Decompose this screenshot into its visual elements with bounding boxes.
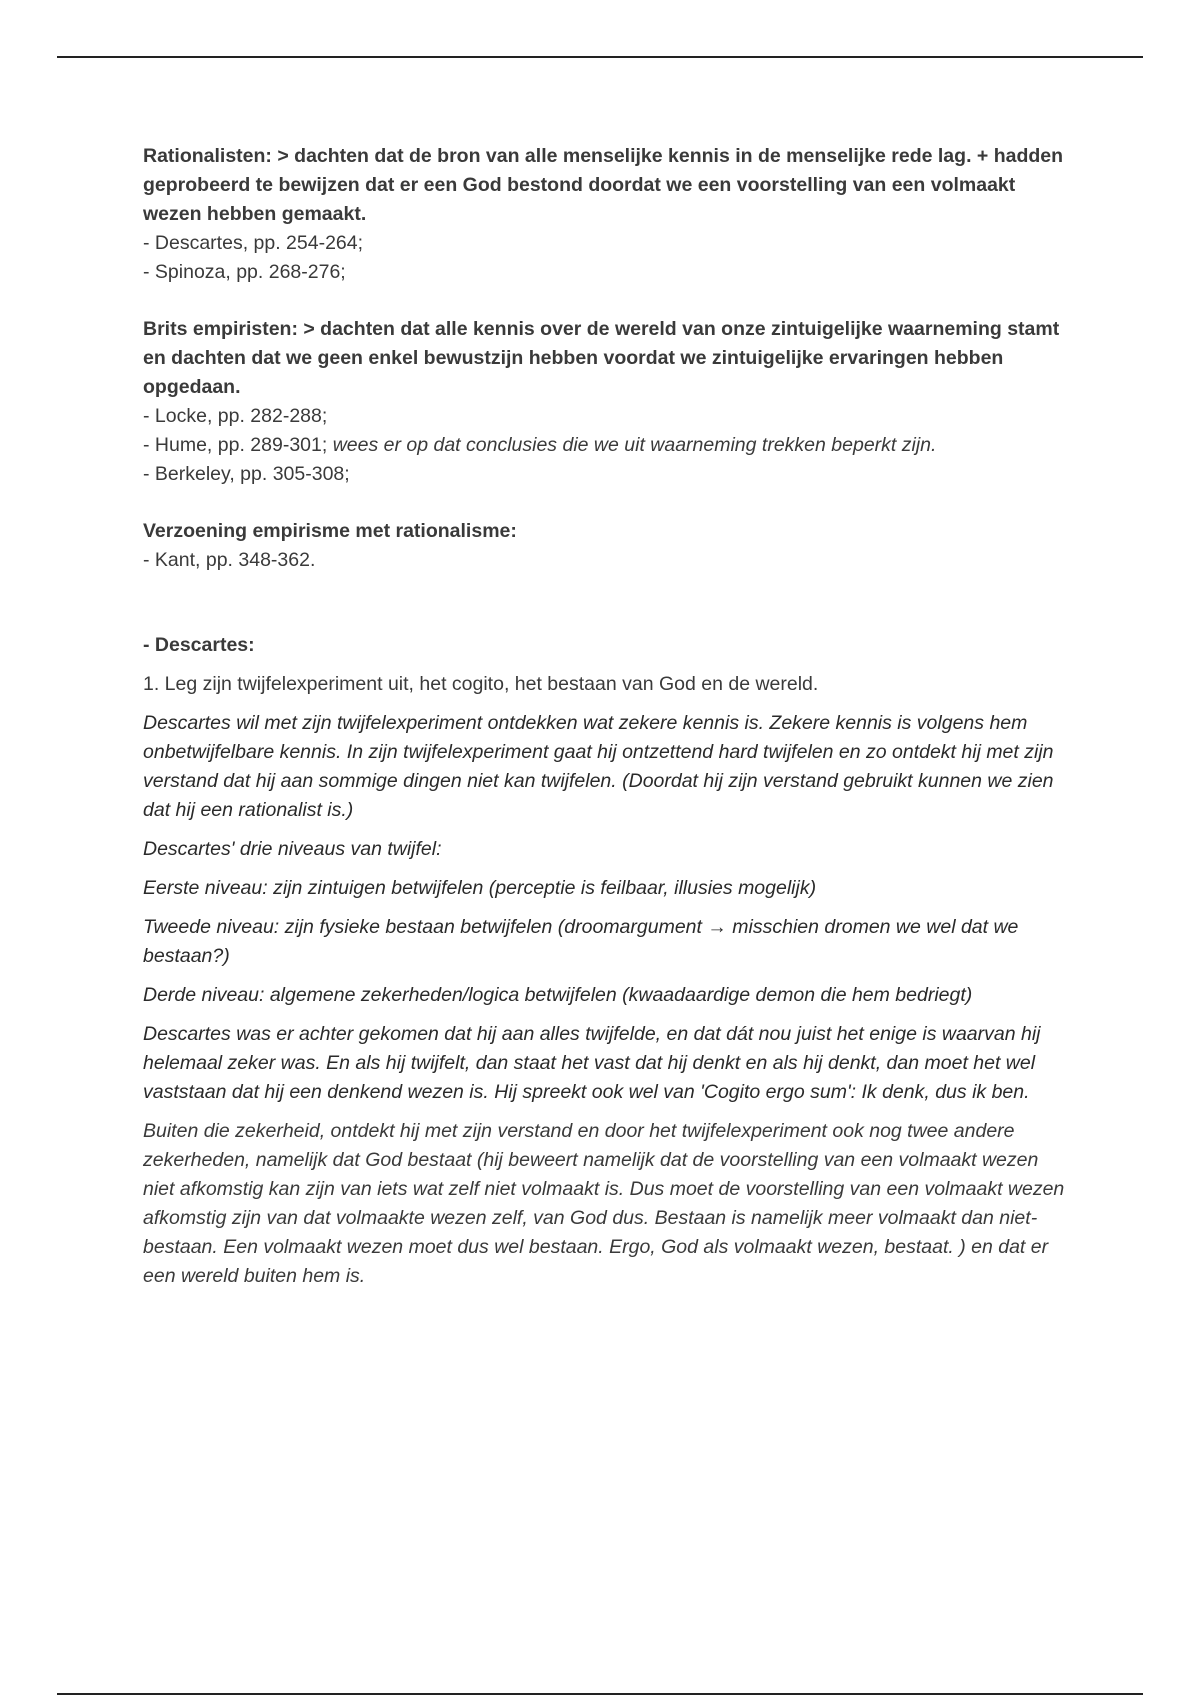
list-item: - Kant, pp. 348-362. <box>143 549 316 571</box>
level-three: Derde niveau: algemene zekerheden/logica betwijfelen (kwaadaardige demon die hem bedriegt) <box>143 984 973 1006</box>
hume-note: wees er op dat conclusies die we uit waarneming trekken beperkt zijn. <box>332 434 937 456</box>
arrow-right-icon: → <box>707 916 727 938</box>
footer-rule <box>57 1693 1143 1695</box>
answer-paragraph: Descartes was er achter gekomen dat hij aan alles twijfelde, en dat dát nou juist het enige is waarvan hij helemaal zeker was. En als hij twijfelt, dan staat het vast dat hij denkt en als hij denkt, dan moet het wel vaststaan dat hij een denkend wezen is. Hij spreekt ook wel van 'Cogito ergo sum': Ik denk, dus ik ben. <box>143 1023 1041 1103</box>
level-two-text: Tweede niveau: zijn fysieke bestaan betwijfelen (droomargument <box>143 916 708 938</box>
reconciliation-heading: Verzoening empirisme met rationalisme: <box>143 520 517 542</box>
list-item <box>143 431 1068 460</box>
levels-intro: Descartes' drie niveaus van twijfel: <box>143 838 442 860</box>
descartes-heading: - Descartes: <box>143 634 255 656</box>
hume-ref: - Hume, pp. 289-301; <box>143 434 333 456</box>
level-two-text-cont: misschien dromen we wel dat we bestaan?) <box>143 916 1019 967</box>
header-rule <box>57 56 1143 58</box>
answer-paragraph: Buiten die zekerheid, ontdekt hij met zijn verstand en door het twijfelexperiment ook nog twee andere zekerheden, namelijk dat God bestaat (hij beweert namelijk dat de voorstelling van een volmaakt wezen niet afkomstig kan zijn van iets wat zelf niet volmaakt is. Dus moet de voorstelling van een volmaakt wezen afkomstig zijn van dat volmaakte wezen zelf, van God dus. Bestaan is namelijk meer volmaakt dan niet-bestaan. Een volmaakt wezen moet dus wel bestaan. Ergo, God als volmaakt wezen, bestaat. ) en dat er een wereld buiten hem is. <box>143 1120 1065 1287</box>
empiricists-heading: Brits empiristen: > dachten dat alle kennis over de wereld van onze zintuigelijke waarneming stamt en dachten dat we geen enkel bewustzijn hebben voordat we zintuigelijke ervaringen hebben opgedaan. <box>143 318 1060 398</box>
document-body <box>143 142 1068 1291</box>
answer-paragraph: Descartes wil met zijn twijfelexperiment ontdekken wat zekere kennis is. Zekere kennis is volgens hem onbetwijfelbare kennis. In zijn twijfelexperiment gaat hij ontzettend hard twijfelen en zo ontdekt hij met zijn verstand dat hij aan sommige dingen niet kan twijfelen. (Doordat hij zijn verstand gebruikt kunnen we zien dat hij een rationalist is.) <box>143 712 1054 821</box>
question-text: 1. Leg zijn twijfelexperiment uit, het cogito, het bestaan van God en de wereld. <box>143 673 819 695</box>
list-item: - Spinoza, pp. 268-276; <box>143 261 346 283</box>
level-two <box>143 913 1068 971</box>
list-item: - Locke, pp. 282-288; <box>143 405 328 427</box>
list-item: - Berkeley, pp. 305-308; <box>143 463 350 485</box>
level-one: Eerste niveau: zijn zintuigen betwijfelen (perceptie is feilbaar, illusies mogelijk) <box>143 877 817 899</box>
list-item: - Descartes, pp. 254-264; <box>143 232 364 254</box>
rationalists-heading: Rationalisten: > dachten dat de bron van alle menselijke kennis in de menselijke rede lag. + hadden geprobeerd te bewijzen dat er een God bestond doordat we een voorstelling van een volmaakt wezen hebben gemaakt. <box>143 145 1064 225</box>
